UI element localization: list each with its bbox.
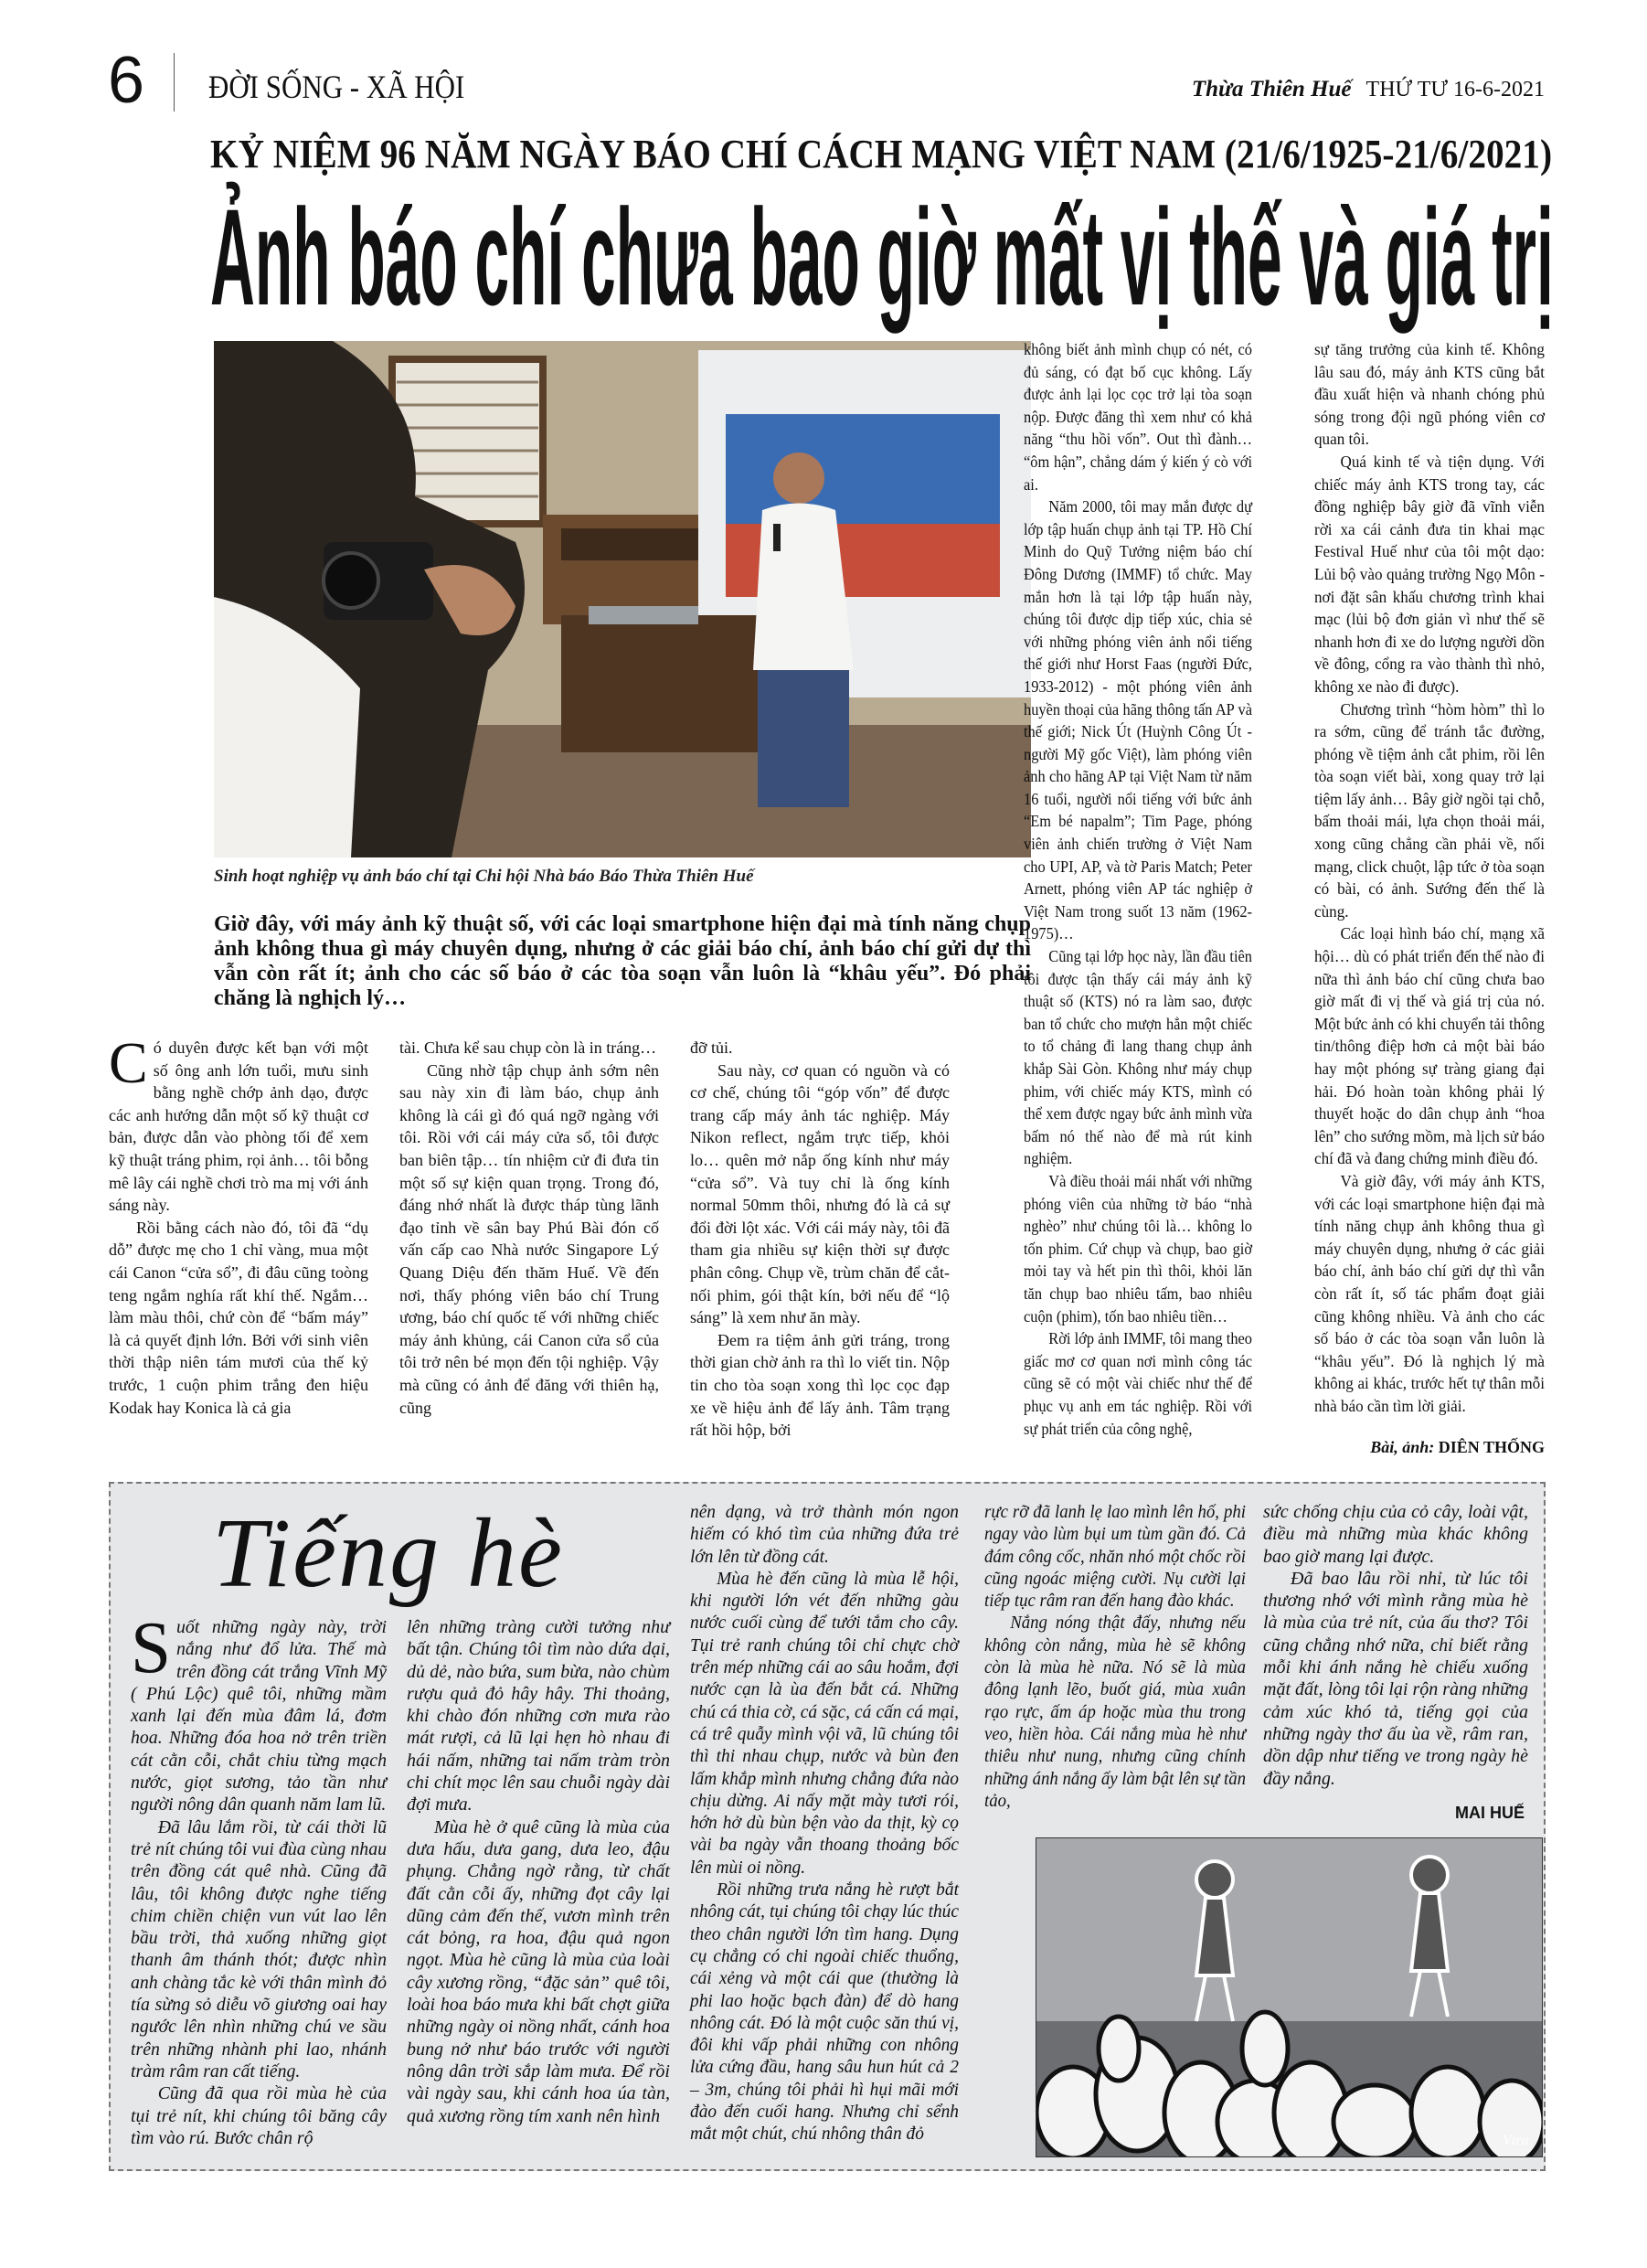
paragraph: Năm 2000, tôi may mắn được dự lớp tập huấn chụp ảnh tại TP. Hồ Chí Minh do Quỹ Tưởng niệm báo chí Đông Dương (IMMF) tổ chức. May mắn hơn là tại lớp tập huấn này, chúng tôi được dịp tiếp xúc, chia sẻ với những phóng viên ảnh nổi tiếng thế giới như Horst Faas (người Đức, 1933-2012) - một phóng viên ảnh huyền thoại của hãng thông tấn AP và thế giới; Nick Út (Huỳnh Công Út - người Mỹ gốc Việt), làm phóng viên ảnh cho hãng AP tại Việt Nam từ năm 16 tuổi, người nổi tiếng với bức ảnh “Em bé napalm”; Tim Page, phóng viên ảnh chiến trường ở Việt Nam cho UPI, AP, và tờ Paris Match; Peter Arnett, phóng viên AP tác nghiệp ở Việt Nam trong suốt 13 năm (1962-1975)…: [1024, 497, 1252, 943]
article-photo: [214, 341, 1031, 857]
paragraph: Mùa hè đến cũng là mùa lễ hội, khi người lớn vét đến những gàu nước cuối cùng để tưới tắm cho cây. Tụi trẻ ranh chúng tôi chỉ chực chờ trên mép những cái ao sâu hoắm, đợi nước cạn là ùa đến bắt cá. Những chú cá thia cờ, cá sặc, cá cấn cá mại, cá trê quẫy mình vội vã, lũ chúng tôi thì thi nhau chụp, nước và bùn đen lấm khắp mình nhưng chẳng đứa nào chịu dừng. Ai nấy mặt mày tươi rói, hớn hở dù bùn bện vào da thịt, kỳ cọ vài ba ngày vẫn thoang thoảng bốc lên mùi oi nồng.: [690, 1568, 959, 1878]
article-byline: [1314, 1437, 1545, 1457]
paragraph: Suốt những ngày này, trời nắng như đổ lửa. Thế mà trên đồng cát trắng Vĩnh Mỹ ( Phú Lộc) quê tôi, những mầm xanh lại đến mùa đâm lá, đơm hoa. Những đóa hoa nở trên triền cát cằn cỗi, chắt chiu từng mạch nước, giọt sương, tảo tần như người nông dân quanh năm lam lũ.: [131, 1608, 387, 1815]
byline-label: Bài, ảnh:: [1370, 1438, 1435, 1456]
article-column-3: [690, 1037, 950, 1442]
section-title: ĐỜI SỐNG - XÃ HỘI: [208, 69, 465, 105]
column-text: [109, 1030, 368, 1419]
byline-name: DIÊN THỐNG: [1438, 1438, 1545, 1456]
photo-caption: Sinh hoạt nghiệp vụ ảnh báo chí tại Chi hội Nhà báo Báo Thừa Thiên Huế: [214, 867, 754, 886]
paragraph: Sau này, cơ quan có nguồn và có cơ chế, chúng tôi “góp vốn” để được trang cấp máy ảnh tác nghiệp. Máy Nikon reflect, ngắm trực tiếp, khỏi lo… quên mở nắp ống kính như máy “cửa sổ”. Và tuy chỉ là ống kính normal 50mm thôi, nhưng đó là cả sự đổi đời lột xác. Với cái máy này, tôi đã tham gia nhiều sự kiện thời sự được phân công. Chụp về, trùm chăn để cắt-nối phim, gói thật kín, bởi nếu để “lộ sáng” là xem như ăn mày.: [690, 1060, 950, 1327]
article-column-1: [109, 1030, 368, 1419]
column-text: [690, 1501, 959, 2146]
essay-author: MAI HUẾ: [1455, 1804, 1525, 1822]
paragraph: Cũng đã qua rồi mùa hè của tụi trẻ nít, khi chúng tôi băng cây tìm vào rú. Bước chân rộ: [131, 2083, 387, 2148]
paragraph: đỡ tủi.: [690, 1038, 733, 1057]
illustration-signature: Vtra: [1503, 2133, 1529, 2148]
paragraph: Quá kinh tế và tiện dụng. Với chiếc máy ảnh KTS trong tay, các đồng nghiệp bây giờ đã vĩnh viễn rời xa cái cảnh đưa tin khai mạc Festival Huế như của tôi một dạo: Lủi bộ vào quảng trường Ngọ Môn - nơi đặt sân khấu chương trình khai mạc (lủi bộ đơn giản vì như thế sẽ nhanh hơn đi xe do lượng người dồn về đông, cổng ra vào thành thì nhỏ, không xe nào đi được).: [1314, 452, 1545, 696]
paragraph: Cũng tại lớp học này, lần đầu tiên tôi được tận thấy cái máy ảnh kỹ thuật số (KTS) nó ra làm sao, được ban tổ chức cho mượn hẳn một chiếc to tổ chảng đi lang thang chụp ảnh khắp Sài Gòn. Không như máy chụp phim, với chiếc máy KTS, mình có thể xem được ngay bức ảnh mình vừa bấm nó thế nào để mà rút kinh nghiệm.: [1024, 947, 1252, 1168]
essay-column-1: [131, 1608, 387, 2149]
paragraph: tài. Chưa kể sau chụp còn là in tráng…: [399, 1038, 657, 1057]
column-text: [399, 1037, 659, 1419]
essay-illustration: [1036, 1837, 1543, 2157]
article-column-4: [1024, 338, 1252, 1440]
column-text: [1263, 1501, 1528, 1790]
paragraph: Mùa hè ở quê cũng là mùa của dưa hấu, dưa gang, dưa leo, đậu phụng. Chẳng ngờ rằng, từ chất đất cằn cỗi ấy, những đọt cây lại dũng cảm đến thế, vươn mình trên cát bỏng, ra hoa, đậu quả ngon ngọt. Mùa hè cũng là mùa của loài cây xương rồng, “đặc sản” quê tôi, loài hoa báo mưa khi bất chợt giữa những ngày oi nồng nhất, cánh hoa bung nở như báo trước với người nông dân trời sắp làm mưa. Để rồi vài ngày sau, khi cánh hoa úa tàn, quả xương rồng tím xanh nên hình: [407, 1816, 670, 2126]
article-headline: Ảnh báo chí chưa bao giờ mất vị thế và giá trị: [210, 180, 1554, 334]
article-column-5: [1314, 338, 1545, 1418]
page-number: 6: [108, 44, 145, 117]
essay-column-4: [984, 1501, 1246, 1812]
paragraph: nên dạng, và trở thành món ngon hiếm có khó tìm của những đứa trẻ lớn lên từ đồng cát.: [690, 1502, 959, 1567]
column-text: [984, 1501, 1246, 1812]
essay-title: Tiếng hè: [212, 1499, 564, 1608]
issue-date: THỨ TƯ 16-6-2021: [1365, 78, 1545, 101]
paragraph: Rời lớp ảnh IMMF, tôi mang theo giấc mơ cơ quan nơi mình công tác cũng sẽ có một vài chiếc như thế để phục vụ anh em tác nghiệp. Rồi với sự phát triển của công nghệ,: [1024, 1329, 1252, 1438]
paragraph: sức chống chịu của cỏ cây, loài vật, điều mà những mùa khác không bao giờ mang lại được.: [1263, 1502, 1528, 1567]
paragraph: Rồi những trưa nắng hè rượt bắt nhông cát, tụi chúng tôi chạy lúc thúc theo chân người lớn tìm hang. Dụng cụ chẳng có chi ngoài chiếc thuổng, cái xẻng và một cái que (thường là phi lao hoặc bạch đàn) để dò hang nhông cát. Đó là một cuộc săn thú vị, đôi khi vấp phải những con nhông lửa cứng đầu, hang sâu hun hút cả 2 – 3m, chúng tôi phải hì hụi mãi mới đào đến cuối hang. Nhưng chỉ sểnh mắt một chút, chú nhông thân đỏ: [690, 1879, 959, 2145]
paragraph: Các loại hình báo chí, mạng xã hội… dù có phát triển đến thế nào đi nữa thì ảnh báo chí cũng chưa bao giờ mất đi vị thế và giá trị của nó. Một bức ảnh có khi chuyển tải thông tin/thông điệp hơn cả một bài báo hay một phóng sự tràng giang đại hải. Đó hoàn toàn không phải lý thuyết hoặc do dân chụp ảnh “hoa lên” cho sướng mồm, mà lịch sử báo chí đã và đang chứng minh điều đó.: [1314, 924, 1545, 1168]
paragraph: Rồi bằng cách nào đó, tôi đã “dụ dỗ” được mẹ cho 1 chỉ vàng, mua một cái Canon “cửa sổ”, đi đâu cũng toòng teng ngắm nghía rất khí thế. Ngắm… làm màu thôi, chứ còn để “bấm máy” là cả quyết định lớn. Bởi với sinh viên thời thập niên tám mươi của thế kỷ trước, 1 cuộn phim trắng đen hiệu Kodak hay Konica là cả gia: [109, 1218, 368, 1417]
essay-column-2: [407, 1616, 670, 2127]
paragraph: Đem ra tiệm ảnh gửi tráng, trong thời gian chờ ảnh ra thì lo viết tin. Nộp tin cho tòa soạn xong thì lọc cọc đạp xe về hiệu ảnh để lấy ảnh. Tâm trạng rất hồi hộp, bởi: [690, 1330, 950, 1440]
paragraph: lên những tràng cười tưởng như bất tận. Chúng tôi tìm nào dứa dại, dủ dẻ, nào bứa, sum bừa, nào chùm rượu quả đỏ hây hây. Thi thoảng, khi chào đón những cơn mưa rào mát rượi, cả lũ lại hẹn hò nhau đi hái nấm, những tai nấm tràm tròn chi chít mọc lên sau chuỗi ngày dài đợi mưa.: [407, 1617, 670, 1815]
paragraph: Có duyên được kết bạn với một số ông anh lớn tuổi, mưu sinh bằng nghề chớp ảnh dạo, được các anh hướng dẫn một số kỹ thuật cơ bản, được dẫn vào phòng tối để xem kỹ thuật tráng phim, rọi ảnh… tôi bỗng mê lây cái nghề chơi trò ma mị với ánh sáng này.: [109, 1030, 368, 1215]
paper-name: Thừa Thiên Huế: [1191, 77, 1352, 101]
paragraph: Nắng nóng thật đấy, nhưng nếu không còn nắng, mùa hè sẽ không còn là mùa hè nữa. Nó sẽ là mùa đông lạnh lẽo, buốt giá, mùa xuân rạo rực, ấm áp hoặc mùa thu trong veo, hiền hòa. Cái nắng mùa hè như thiêu như nung, nhưng cũng chính những ánh nắng ấy làm bật lên sự tần tảo,: [984, 1613, 1246, 1811]
column-text: [407, 1616, 670, 2127]
header-divider: [174, 53, 175, 112]
lead-text: Giờ đây, với máy ảnh kỹ thuật số, với các loại smartphone hiện đại mà tính năng chụp ảnh không thua gì máy chuyên dụng, nhưng ở các giải báo chí, ảnh báo chí gửi dự thì vẫn còn rất ít; ảnh cho các số báo ở các tòa soạn vẫn luôn là “khâu yếu”. Đó phải chăng là nghịch lý…: [214, 912, 1031, 1010]
paragraph: sự tăng trưởng của kinh tế. Không lâu sau đó, máy ảnh KTS cũng bắt đầu xuất hiện và nhanh chóng phủ sóng trong đội ngũ phóng viên cơ quan tôi.: [1314, 340, 1545, 449]
paragraph: Chương trình “hòm hòm” thì lo ra sớm, cũng để tránh tắc đường, phóng về tiệm ảnh cắt phim, rồi lên tòa soạn viết bài, xong quay trở lại tiệm lấy ảnh… Bây giờ ngồi tại chỗ, bấm thoải mái, lựa chọn thoải mái, xong cũng chẳng cần phải về, nối mạng, click chuột, lập tức ở tòa soạn có bài, có ảnh. Sướng đến thế là cùng.: [1314, 699, 1545, 921]
column-text: [690, 1037, 950, 1442]
paragraph: Cũng nhờ tập chụp ảnh sớm nên sau này xin đi làm báo, chụp ảnh không là cái gì đó quá ngỡ ngàng với tôi. Rồi với cái máy cửa sổ, tôi được ban biên tập… tín nhiệm cử đi đưa tin một số sự kiện quan trọng. Trong đó, đáng nhớ nhất là được tháp tùng lãnh đạo tỉnh về sân bay Phú Bài đón cố vấn cấp cao Nhà nước Singapore Lý Quang Diệu đến thăm Huế. Về đến nơi, thấy phóng viên báo chí Trung ương, báo chí quốc tế với những chiếc máy ảnh khủng, cái Canon cửa sổ của tôi trở nên bé mọn đến tội nghiệp. Vậy mà cũng có ảnh để đăng với thiên hạ, cũng: [399, 1060, 659, 1417]
column-text: [131, 1608, 387, 2149]
paragraph: Đã lâu lắm rồi, từ cái thời lũ trẻ nít chúng tôi vui đùa cùng nhau trên đồng cát quê nhà. Cũng đã lâu, tôi không được nghe tiếng chim chiền chiện vun vút lao lên bầu trời, thả xuống những giọt thanh âm thánh thót; được nhìn anh chàng tắc kè với thân mình đỏ tía sừng sỏ diễu võ giương oai hay ngước lên nhìn những chú ve sầu trên những nhành phi lao, nhánh tràm râm ran cất tiếng.: [131, 1816, 387, 2082]
article-lead: [214, 912, 1031, 1018]
essay-column-3: [690, 1501, 959, 2146]
essay-column-5: [1263, 1501, 1528, 1790]
article-column-2: [399, 1037, 659, 1419]
column-text: [1024, 338, 1252, 1440]
paragraph: rực rỡ đã lanh lẹ lao mình lên hố, phi ngay vào lùm bụi um tùm gần đó. Cả đám công cốc, nhăn nhó một chốc rồi cũng ngoác miệng cười. Nụ cười lại tiếp tục râm ran đến hang đào khác.: [984, 1502, 1246, 1612]
paragraph: Đã bao lâu rồi nhỉ, từ lúc tôi thương nhớ với mình rằng mùa hè là mùa của trẻ nít, của ấu thơ? Tôi cũng chẳng nhớ nữa, chỉ biết rằng mỗi khi ánh nắng hè chiếu xuống mặt đất, lòng tôi lại rộn ràng những cảm xúc khó tả, tiếng gọi của những ngày thơ ấu ùa về, râm ran, dồn dập như tiếng ve trong ngày hè đầy nắng.: [1263, 1568, 1528, 1789]
paragraph: không biết ảnh mình chụp có nét, có đủ sáng, có đạt bố cục không. Lấy được ảnh lại lọc cọc trở lại tòa soạn nộp. Được đăng thì xem như có khả năng “thu hồi vốn”. Out thì đành… “ôm hận”, chẳng dám ý kiến ý cò với ai.: [1024, 340, 1252, 494]
column-text: [1314, 338, 1545, 1418]
masthead: [1192, 77, 1545, 102]
article-kicker: KỶ NIỆM 96 NĂM NGÀY BÁO CHÍ CÁCH MẠNG VIỆT NAM (21/6/1925-21/6/2021): [210, 132, 1553, 176]
paragraph: Và điều thoải mái nhất với những phóng viên của những tờ báo “nhà nghèo” như chúng tôi là… không lo tốn phim. Cứ chụp và chụp, bao giờ mỏi tay và hết pin thì thôi, khỏi lăn tăn chụp bao nhiêu tấm, bao nhiêu cuộn (phim), tốn bao nhiêu tiền…: [1024, 1171, 1252, 1326]
paragraph: Và giờ đây, với máy ảnh KTS, với các loại smartphone hiện đại mà tính năng chụp ảnh không thua gì máy chuyên dụng, nhưng ở các giải báo chí, ảnh báo chí gửi dự thì vẫn còn rất ít, số tác phẩm đoạt giải cũng không nhiều. Và ảnh cho các số báo ở các tòa soạn vẫn luôn là “khâu yếu”. Đó là nghịch lý mà không ai khác, trước hết tự thân mỗi nhà báo cần tìm lời giải.: [1314, 1171, 1545, 1415]
